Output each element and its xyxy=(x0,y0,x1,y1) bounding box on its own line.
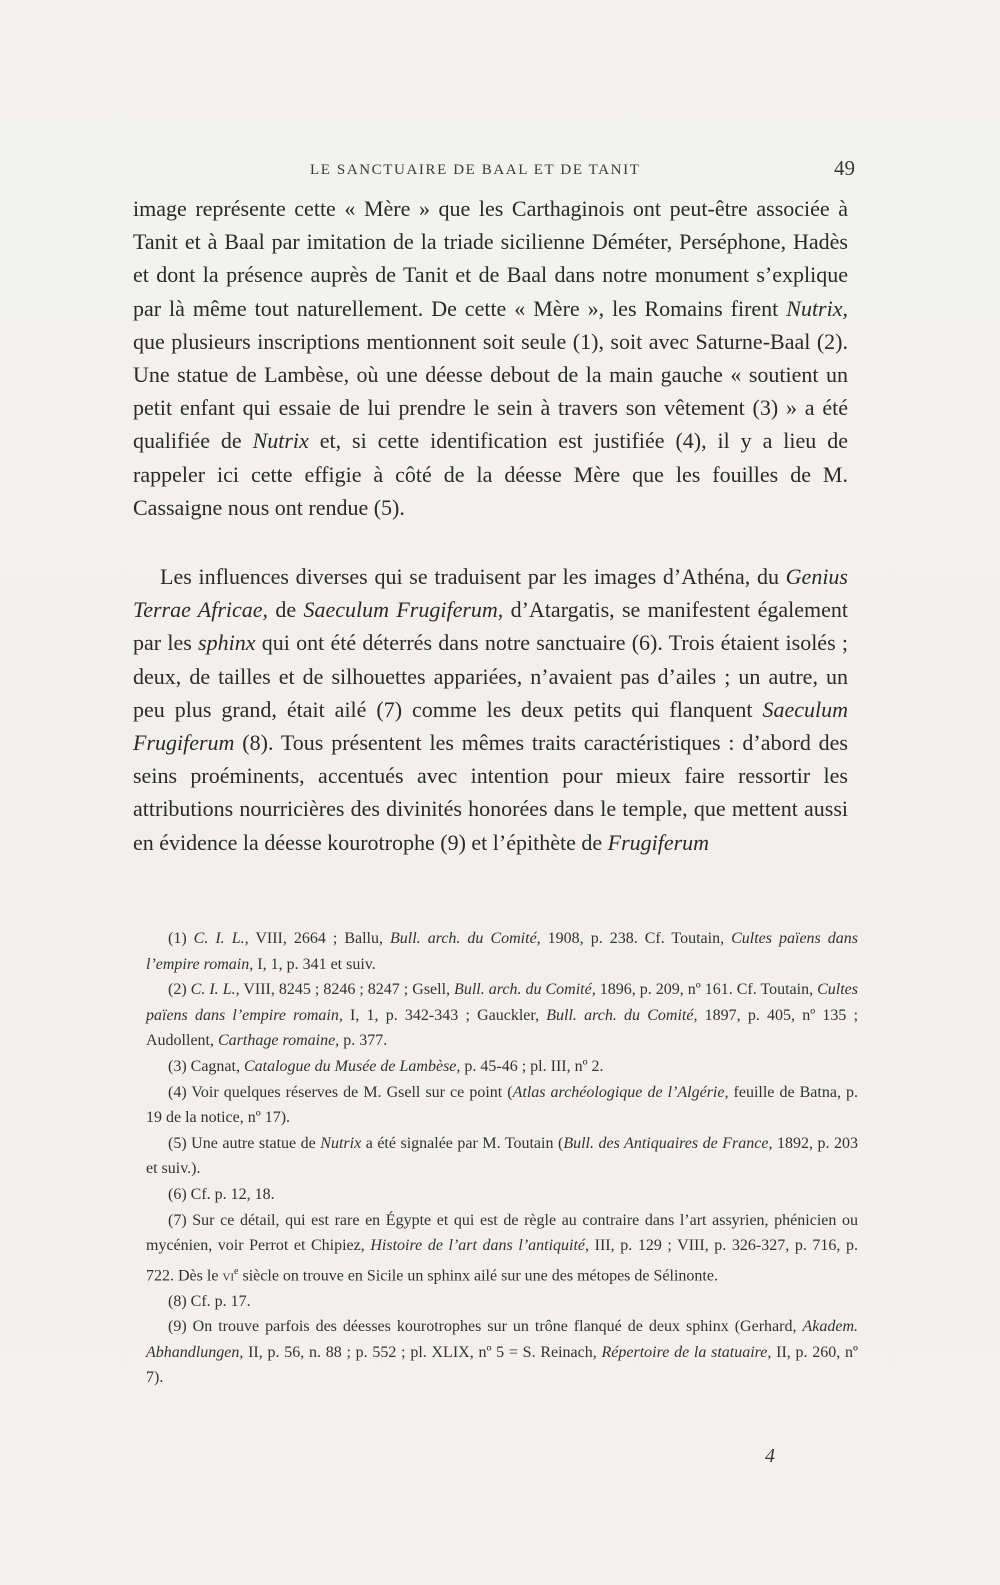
italic-run: Bull. arch. du Comité, xyxy=(546,1006,698,1024)
text-run: (8). Tous présentent les mêmes traits caractéristiques : d’abord des seins proéminents, accentués avec intention pour mieux faire ressortir les attributions nourricières des divinités honorées dans le temple, que mettent aussi en évidence la déesse kourotrophe (9) et l’épithète de xyxy=(133,730,848,855)
footnotes xyxy=(146,926,858,1391)
text-run: de xyxy=(268,597,304,623)
text-run: siècle on trouve en Sicile un sphinx ailé sur une des métopes de Sélinonte. xyxy=(238,1267,718,1285)
text-run: (7) Sur ce détail, qui est rare en Égypte et qui est de règle au contraire dans l’art assyrien, phénicien ou mycénien, voir Perrot et Chipiez, xyxy=(146,1211,858,1255)
text-run: I, 1, p. 341 et suiv. xyxy=(253,955,376,973)
text-run: III, p. 129 ; VIII, p. 326-327, p. 716, p. 722. Dès le xyxy=(146,1237,859,1285)
text-run: image représente cette « Mère » que les Carthaginois ont peut-être associée à Tanit et à Baal par imitation de la triade sicilienne Déméter, Perséphone, Hadès et dont la présence auprès de Tanit et de Baal dans notre monument s’explique par là même tout naturellement. De cette « Mère », les Romains firent xyxy=(133,196,848,321)
paragraph-1 xyxy=(133,192,848,524)
italic-run: Akadem. Abhandlungen, xyxy=(146,1318,858,1361)
italic-run: Frugiferum xyxy=(607,829,710,855)
italic-run: Cultes païens dans l’empire romain, xyxy=(146,930,859,973)
text-run: a été signalée par M. Toutain ( xyxy=(361,1134,564,1152)
paragraph-2 xyxy=(133,560,848,859)
text-run: II, p. 260, nº 7). xyxy=(146,1343,858,1387)
italic-run: Bull. arch. du Comité, xyxy=(390,930,541,947)
text-run: (9) On trouve parfois des déesses kourotrophes sur un trône flanqué de deux sphinx (Gerhard, xyxy=(168,1318,803,1336)
text-run: qui ont été déterrés dans notre sanctuaire (6). Trois étaient isolés ; deux, de tailles et de silhouettes appariées, n’avaient pas d’ailes ; un autre, un peu plus grand, était ailé (7) comme les deux petits qui flanquent xyxy=(133,630,849,722)
text-run: II, p. 56, n. 88 ; p. 552 ; pl. XLIX, nº 5 = S. Reinach, xyxy=(243,1343,602,1361)
italic-run: Catalogue du Musée de Lambèse, xyxy=(243,1057,461,1075)
footnote-5 xyxy=(146,1131,858,1182)
text-run: 1896, p. 209, nº 161. Cf. Toutain, xyxy=(595,981,818,999)
italic-run: Bull. arch. du Comité, xyxy=(454,981,596,999)
signature-mark: 4 xyxy=(765,1445,775,1467)
superscript-run: e xyxy=(234,1265,239,1277)
running-title: LE SANCTUAIRE DE BAAL ET DE TANIT xyxy=(310,162,641,178)
text-run: (3) Cagnat, xyxy=(168,1057,244,1075)
text-run: p. 377. xyxy=(339,1032,388,1050)
footnote-4 xyxy=(146,1080,858,1131)
text-run: (2) xyxy=(168,981,191,999)
running-header xyxy=(135,156,855,186)
italic-run: Carthage romaine, xyxy=(218,1032,340,1050)
italic-run: Saeculum Frugiferum xyxy=(133,696,848,756)
text-run: VIII, 2664 ; Ballu, xyxy=(248,930,391,947)
footnote-2 xyxy=(146,977,858,1054)
footnote-1 xyxy=(146,926,858,977)
italic-run: Bull. des Antiquaires de France, xyxy=(563,1134,773,1152)
italic-run: Nutrix xyxy=(320,1134,362,1152)
main-text xyxy=(133,192,848,859)
text-run: Les influences diverses qui se traduisent par les images d’Athéna, du xyxy=(160,564,786,590)
text-run: (6) Cf. p. 12, 18. xyxy=(168,1185,275,1203)
footnote-3 xyxy=(146,1054,858,1080)
text-run: et, si cette identification est justifiée (4), il y a lieu de rappeler ici cette effigie à côté de la déesse Mère que les fouilles de M. Cassaigne nous ont rendue (5). xyxy=(133,428,848,520)
italic-run: sphinx xyxy=(198,630,256,656)
italic-run: Genius Terrae Africae, xyxy=(133,564,848,623)
text-run: feuille de Batna, p. 19 de la notice, nº 17). xyxy=(146,1083,859,1127)
italic-run: Répertoire de la statuaire, xyxy=(601,1343,772,1361)
text-run: 1908, p. 238. Cf. Toutain, xyxy=(540,930,732,947)
footnote-9 xyxy=(146,1314,858,1391)
text-run: (5) Une autre statue de xyxy=(168,1134,321,1152)
text-run: VIII, 8245 ; 8246 ; 8247 ; Gsell, xyxy=(239,981,455,999)
footnote-8 xyxy=(146,1289,858,1315)
footnote-7 xyxy=(146,1208,858,1289)
italic-run: Atlas archéologique de l’Algérie, xyxy=(512,1083,729,1101)
text-run: I, 1, p. 342-343 ; Gauckler, xyxy=(342,1006,547,1024)
italic-run: Nutrix xyxy=(252,428,309,454)
italic-run: C. I. L., xyxy=(190,981,240,999)
text-run: 1892, p. 203 et suiv.). xyxy=(146,1134,858,1178)
small-caps-run: vi xyxy=(222,1267,235,1285)
italic-run: Nutrix, xyxy=(786,295,848,321)
text-run: que plusieurs inscriptions mentionnent soit seule (1), soit avec Saturne-Baal (2). Une statue de Lambèse, où une déesse debout de la main gauche « soutient un petit enfant qui essaie de lui prendre le sein à travers son vêtement (3) » a été qualifiée de xyxy=(133,328,848,454)
text-run: d’Atargatis, se manifestent également par les xyxy=(133,597,849,656)
text-run: 1897, p. 405, nº 135 ; Audollent, xyxy=(146,1006,859,1050)
italic-run: Histoire de l’art dans l’antiquité, xyxy=(370,1237,590,1255)
text-run: (8) Cf. p. 17. xyxy=(168,1292,251,1310)
text-run: (4) Voir quelques réserves de M. Gsell sur ce point ( xyxy=(168,1083,513,1101)
italic-run: Saeculum Frugiferum, xyxy=(303,597,504,623)
text-run: p. 45-46 ; pl. III, nº 2. xyxy=(460,1057,604,1075)
text-run: (1) xyxy=(168,930,194,947)
page-number: 49 xyxy=(834,156,855,180)
footnote-6 xyxy=(146,1182,858,1208)
italic-run: Cultes païens dans l’empire romain, xyxy=(146,981,858,1024)
italic-run: C. I. L., xyxy=(193,930,249,947)
